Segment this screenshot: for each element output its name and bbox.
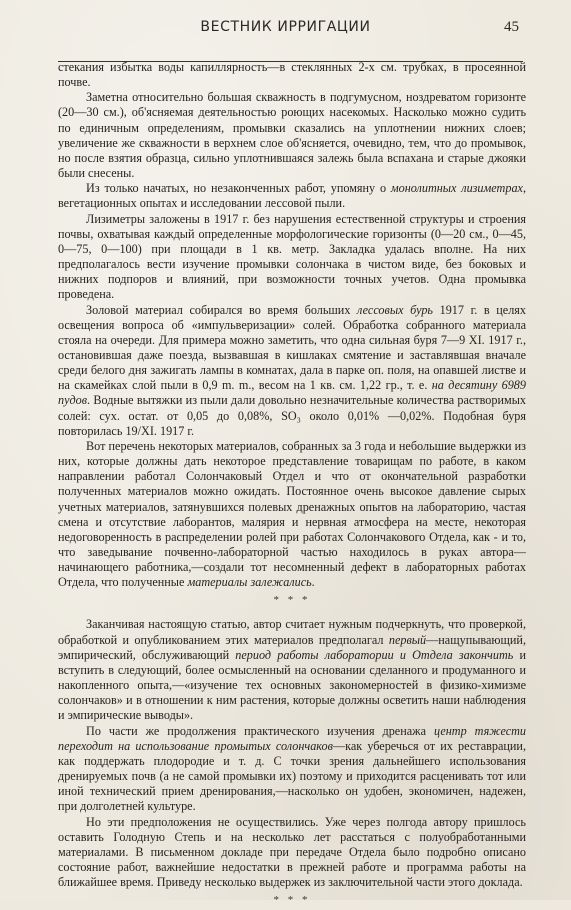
emphasis-monolith-lysimeters: монолитных лизиметрах	[390, 181, 523, 196]
running-head	[0, 19, 571, 43]
paragraph-lysimeters: Лизиметры заложены в 1917 г. без нарушения естественной структуры и строения почвы, охватывая каждый определенные морфологические горизонты (0—20 см., 0—45, 0—75, 0—100) при площади в 1 кв. метр. Закладка удалась вполне. На них предполагалось вести изучение промывки солончака в чистом виде, без боковых и нижних подпоров и влияний, при возможности точных учетов. Одна промывка проведена.	[58, 211, 526, 302]
emphasis-first: первый	[388, 632, 427, 647]
text-run: , вегетационных опытах и исследовании лессовой пыли.	[58, 181, 527, 211]
emphasis-loess-storms: лессовых бурь	[357, 302, 433, 317]
section-asterism: * * *	[273, 594, 311, 607]
text-run: и вступить в следующий, более осмысленный на основании сделанного и продуманного и накопленного опыта,—«изучение тех основных закономерностей в физико-химизме солончаков» и в отношении к ним растения, которые должны осветить наши наблюдения и эмпирические выводы».	[58, 647, 526, 723]
journal-title: ВЕСТНИК ИРРИГАЦИИ	[200, 19, 371, 35]
paragraph-unfinished-works	[58, 181, 526, 211]
page-number: 45	[504, 19, 519, 35]
paragraph-porosity: Заметна относительно большая скважность в подгумусном, ноздреватом горизонте (20—30 см.), об'ясняемая деятельностью роющих насекомых. Насколько можно судить по единичным определениям, промывки сказались на уплотнении нижних слоев; увеличение же скважности в верхнем слое об'ясняется, очевидно, тем, что до промывок, но после взятия образца, сильно уплотнившаяся залежь была вспахана и старые джояки были снесены.	[58, 90, 526, 181]
text-run: По части же продолжения практического изучения дренажа	[86, 723, 434, 738]
paragraph-conclusion	[58, 617, 526, 723]
paragraph-materials-list	[58, 439, 526, 591]
text-run: . Водные вытяжки из пыли дали довольно незначительные количества растворимых солей: сух. остат. от 0,05 до 0,08%, SO₃ около 0,01% —0,02%. Подобная буря повторилась 19/XI. 1917 г.	[58, 393, 526, 438]
text-run: Заканчивая настоящую статью, автор считает нужным подчеркнуть, что проверкой, обработкой и опубликованием этих материалов предполагал	[58, 617, 526, 647]
paragraph-continuation: стекания избытка воды капиллярность—в стеклянных 2-х см. трубках, в просеянной почве.	[58, 60, 526, 90]
text-run: Вот перечень некоторых материалов, собранных за 3 года и небольшие выдержки из них, которые должны дать некоторое представление товарищам по работе, в каком направлении работал Солончаковый Отдел и что от окончательной разработки полученных материалов можно ожидать. Постоянное очень высокое давление сырых учетных материалов, затянувшихся полевых дренажных опытов на лабораторию, частая смена и отсутствие лаборантов, малярия и нервная атмосфера на месте, некоторая недоговоренность в распределении ролей при работах Солончакового Отдела, как - и то, что заведывание почвенно-лабораторной частью находилось в руках автора—начинающего работника,—создали тот несомненный дефект в лабораторных работах Отдела, что полученные	[58, 438, 526, 590]
emphasis-center-of-gravity: центр тяжести переходит на использование промытых солончаков	[58, 723, 527, 753]
text-run: —как уберечься от их реставрации, как поддержать плодородие и т. д. С точки зрения дальнейшего использования дренируемых почв (а не самой промывки их) поэтому и приходится расценивать тот или иной технический прием дренирования,—насколько он удобен, экономичен, надежен, при долголетней культуре.	[58, 738, 526, 814]
emphasis-materials-stale: материалы залежались	[187, 575, 312, 590]
paragraph-eolian-material	[58, 303, 526, 439]
text-run: Из только начатых, но незаконченных работ, упомяну о	[86, 181, 391, 196]
emphasis-finish-period: период работы лаборатории и Отдела закончить	[235, 647, 514, 662]
text-run: Золовой материал собирался во время больших	[86, 302, 358, 317]
text-run: .	[311, 575, 315, 590]
emphasis-per-desyatina: на десятину 6989 пудов	[58, 378, 526, 408]
closing-asterism: * * *	[273, 894, 311, 907]
text-run: —нащупывающий, эмпирический, обслуживающий	[58, 632, 526, 662]
paragraph-drainage	[58, 724, 526, 815]
article-body	[58, 60, 526, 908]
paragraph-unrealized: Но эти предположения не осуществились. Уже через полгода автору пришлось оставить Голодную Степь и на несколько лет расстаться с полуобработанными материалами. В письменном докладе при передаче Отдела было подробно описано состояние работ, важнейшие недостатки в прежней работе и программа работы на ближайшее время. Приведу несколько выдержек из заключительной части этого доклада.	[58, 814, 526, 890]
text-run: 1917 г. в целях освещения вопроса об «импульверизации» солей. Обработка собранного материала стояла на очереди. Для примера можно заметить, что одна сильная буря 7—9 XI. 1917 г., остановившая даже поезда, вызвавшая в кишлаках смятение и заставлявшая вначале среди белого дня зажигать лампы в комнатах, дала в парке оп. поля, на опавшей листве и на скамейках слой пыли в 0,9 m. m., весом на 1 кв. см. 1,22 гр., т. е.	[58, 302, 526, 393]
